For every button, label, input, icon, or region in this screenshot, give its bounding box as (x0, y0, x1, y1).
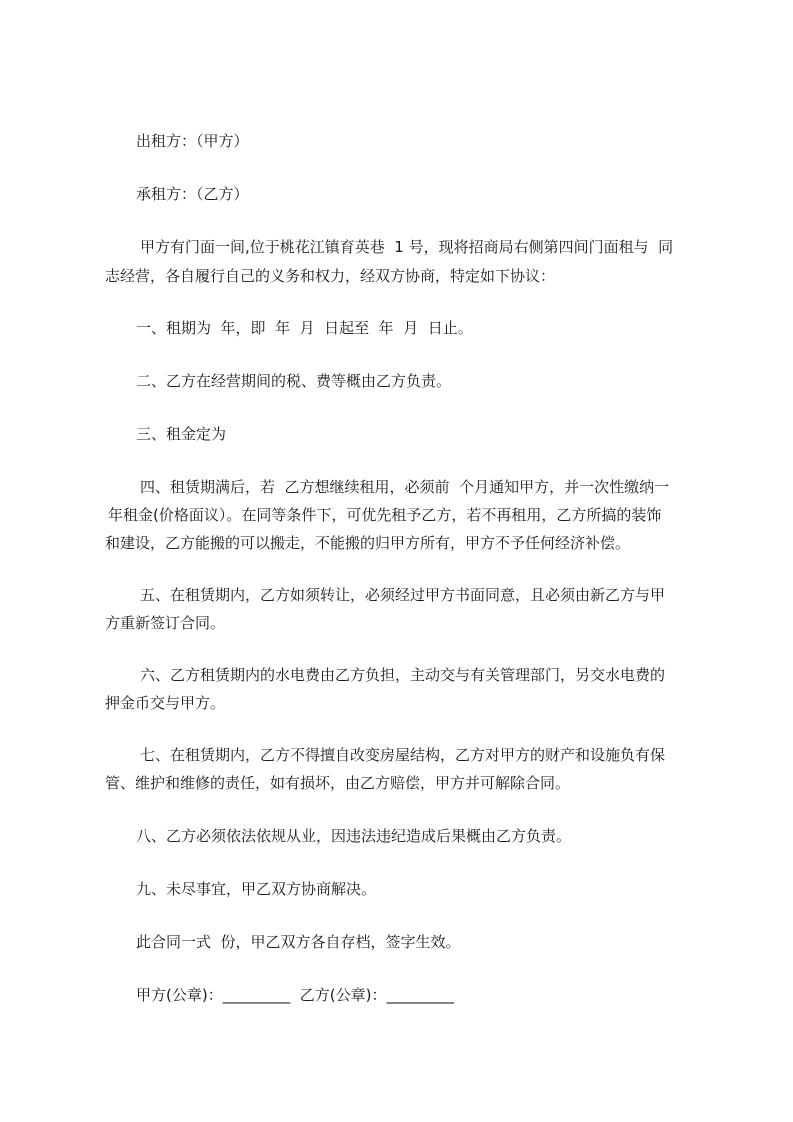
clause-3: 三、租金定为 (136, 425, 227, 443)
clause-6-line-2: 押金币交与甲方。 (105, 694, 226, 712)
clause-5-line-2: 方重新签订合同。 (105, 614, 226, 632)
clause-4-line-2: 年租金(价格面议）。在同等条件下，可优先租予乙方，若不再租用，乙方所搞的装饰 (108, 506, 662, 524)
intro-line-1: 甲方有门面一间,位于桃花江镇育英巷 1 号，现将招商局右侧第四间门面租与 同 (140, 238, 674, 256)
clause-7-line-1: 七、在租赁期内，乙方不得擅自改变房屋结构，乙方对甲方的财产和设施负有保 (140, 746, 666, 764)
clause-4-line-3: 和建设，乙方能搬的可以搬走，不能搬的归甲方所有，甲方不予任何经济补偿。 (105, 534, 631, 552)
party-a-line: 出租方：（甲方） (136, 132, 249, 150)
clause-1: 一、租期为 年，即 年 月 日起至 年 月 日止。 (136, 319, 473, 337)
intro-line-2: 志经营，各自履行自己的义务和权力，经双方协商，特定如下协议： (105, 267, 556, 285)
clause-4-line-1: 四、租赁期满后，若 乙方想继续租用，必须前 个月通知甲方，并一次性缴纳一 (140, 478, 670, 496)
clause-6-line-1: 六、乙方租赁期内的水电费由乙方负担，主动交与有关管理部门，另交水电费的 (140, 666, 666, 684)
party-b-line: 承租方：（乙方） (136, 185, 249, 203)
copies-line: 此合同一式 份，甲乙双方各自存档，签字生效。 (136, 933, 461, 951)
signature-line: 甲方(公章)：_________ 乙方(公章)：_________ (136, 986, 454, 1004)
clause-7-line-2: 管、维护和维修的责任，如有损坏，由乙方赔偿，甲方并可解除合同。 (105, 774, 571, 792)
clause-2: 二、乙方在经营期间的税、费等概由乙方负责。 (136, 372, 452, 390)
clause-5-line-1: 五、在租赁期内，乙方如须转让，必须经过甲方书面同意，且必须由新乙方与甲 (140, 586, 666, 604)
clause-9: 九、未尽事宜，甲乙双方协商解决。 (136, 880, 377, 898)
clause-8: 八、乙方必须依法依规从业，因违法违纪造成后果概由乙方负责。 (136, 827, 572, 845)
